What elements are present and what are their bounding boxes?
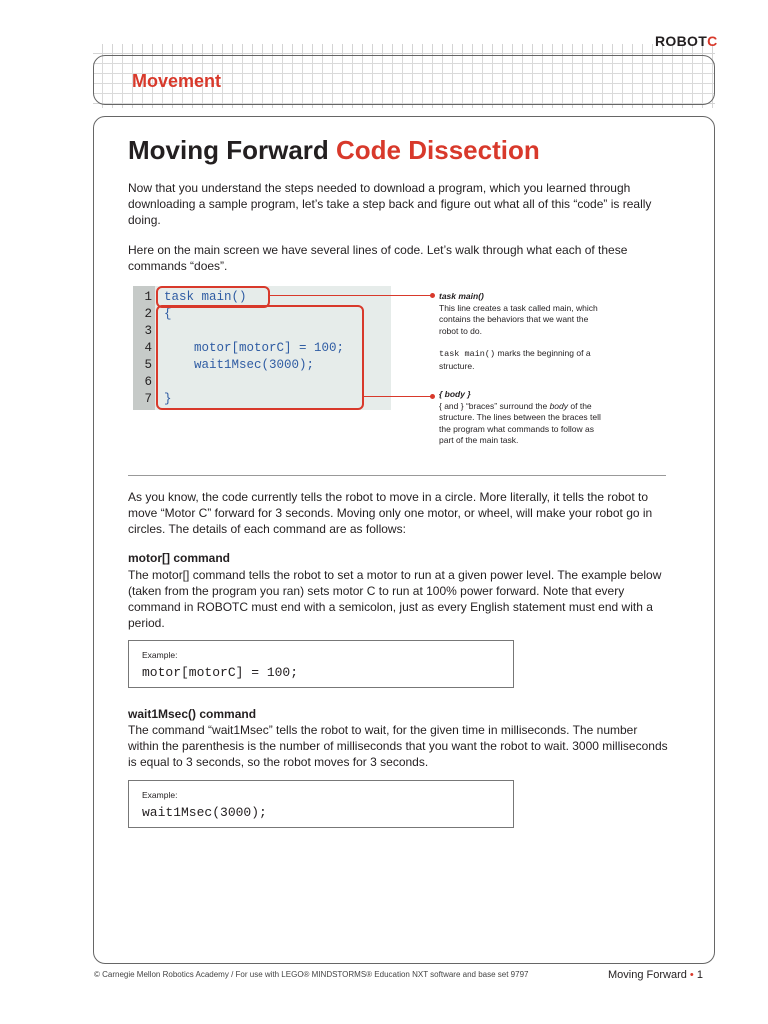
line-number: 2: [144, 307, 152, 321]
task-main-annotation: [439, 291, 609, 372]
task-main-annotation-note: task main() marks the beginning of a structure.: [439, 348, 591, 371]
wait-example-box: [128, 780, 514, 828]
example-label: Example:: [142, 790, 178, 800]
body-annotation: [439, 389, 609, 447]
motor-command-body: The motor[] command tells the robot to set a motor to run at a given power level. The example below (taken from the program you ran) sets motor C to run at 100% power forward. Note that every command in ROBOTC must end with a semicolon, just as every English statement must end with a period.: [128, 568, 662, 630]
example-label: Example:: [142, 650, 178, 660]
page-title: Moving Forward Code Dissection: [128, 135, 540, 165]
body-highlight: [156, 305, 364, 410]
wait-command-body: The command “wait1Msec” tells the robot to wait, for the given time in milliseconds. The number within the parenthesis is the number of milliseconds that you want the robot to wait. 3000 milliseconds is equal to 3 seconds, so the robot moves for 3 seconds.: [128, 723, 668, 769]
line-number: 3: [144, 324, 152, 338]
body-annotation-heading: { body }: [439, 389, 471, 399]
line-number: 1: [144, 290, 152, 304]
motor-example-code: motor[motorC] = 100;: [142, 665, 299, 680]
section-title: Movement: [132, 71, 222, 91]
body-callout-dot: [430, 394, 435, 399]
motor-example-box: [128, 640, 514, 688]
intro-paragraph-1: Now that you understand the steps needed to download a program, which you learned through downloading a sample program, let’s take a step back and figure out what all of this “code” is really doing.: [128, 181, 652, 227]
code-line: {: [164, 307, 172, 321]
code-line: task main(): [164, 290, 247, 304]
task-main-callout-line: [268, 295, 432, 296]
section-tab: [93, 55, 715, 105]
explanation-paragraph: As you know, the code currently tells the robot to move in a circle. More literally, it tells the robot to move “Motor C” forward for 3 seconds. Moving only one motor, or wheel, will make your robot go in circles. The details of each command are as follows:: [128, 490, 653, 536]
line-number: 5: [144, 358, 152, 372]
motor-command-heading: motor[] command: [128, 551, 230, 565]
task-main-annotation-heading: task main(): [439, 291, 484, 301]
code-line: wait1Msec(3000);: [164, 358, 315, 372]
robotc-logo: ROBOTC: [655, 33, 718, 49]
line-number: 6: [144, 375, 152, 389]
code-line: motor[motorC] = 100;: [164, 341, 345, 355]
wait-example-code: wait1Msec(3000);: [142, 805, 267, 820]
body-annotation-text: { and } “braces” surround the body of the structure. The lines between the braces tell the program what commands to follow as part of the main task.: [439, 400, 601, 445]
footer-page-label: Moving Forward • 1: [608, 969, 703, 981]
code-line: }: [164, 392, 172, 406]
footer-copyright: © Carnegie Mellon Robotics Academy / For use with LEGO® MINDSTORMS® Education NXT software and base set 9797: [94, 970, 529, 979]
task-main-callout-dot: [430, 293, 435, 298]
task-main-annotation-body: This line creates a task called main, which contains the behaviors that we want the robot to do.: [439, 302, 598, 336]
intro-paragraph-2: Here on the main screen we have several lines of code. Let’s walk through what each of these commands “does”.: [128, 243, 628, 273]
wait-command-heading: wait1Msec() command: [128, 707, 257, 721]
section-divider: [128, 475, 666, 476]
line-number: 7: [144, 392, 152, 406]
body-callout-line: [362, 396, 432, 397]
line-number: 4: [144, 341, 152, 355]
